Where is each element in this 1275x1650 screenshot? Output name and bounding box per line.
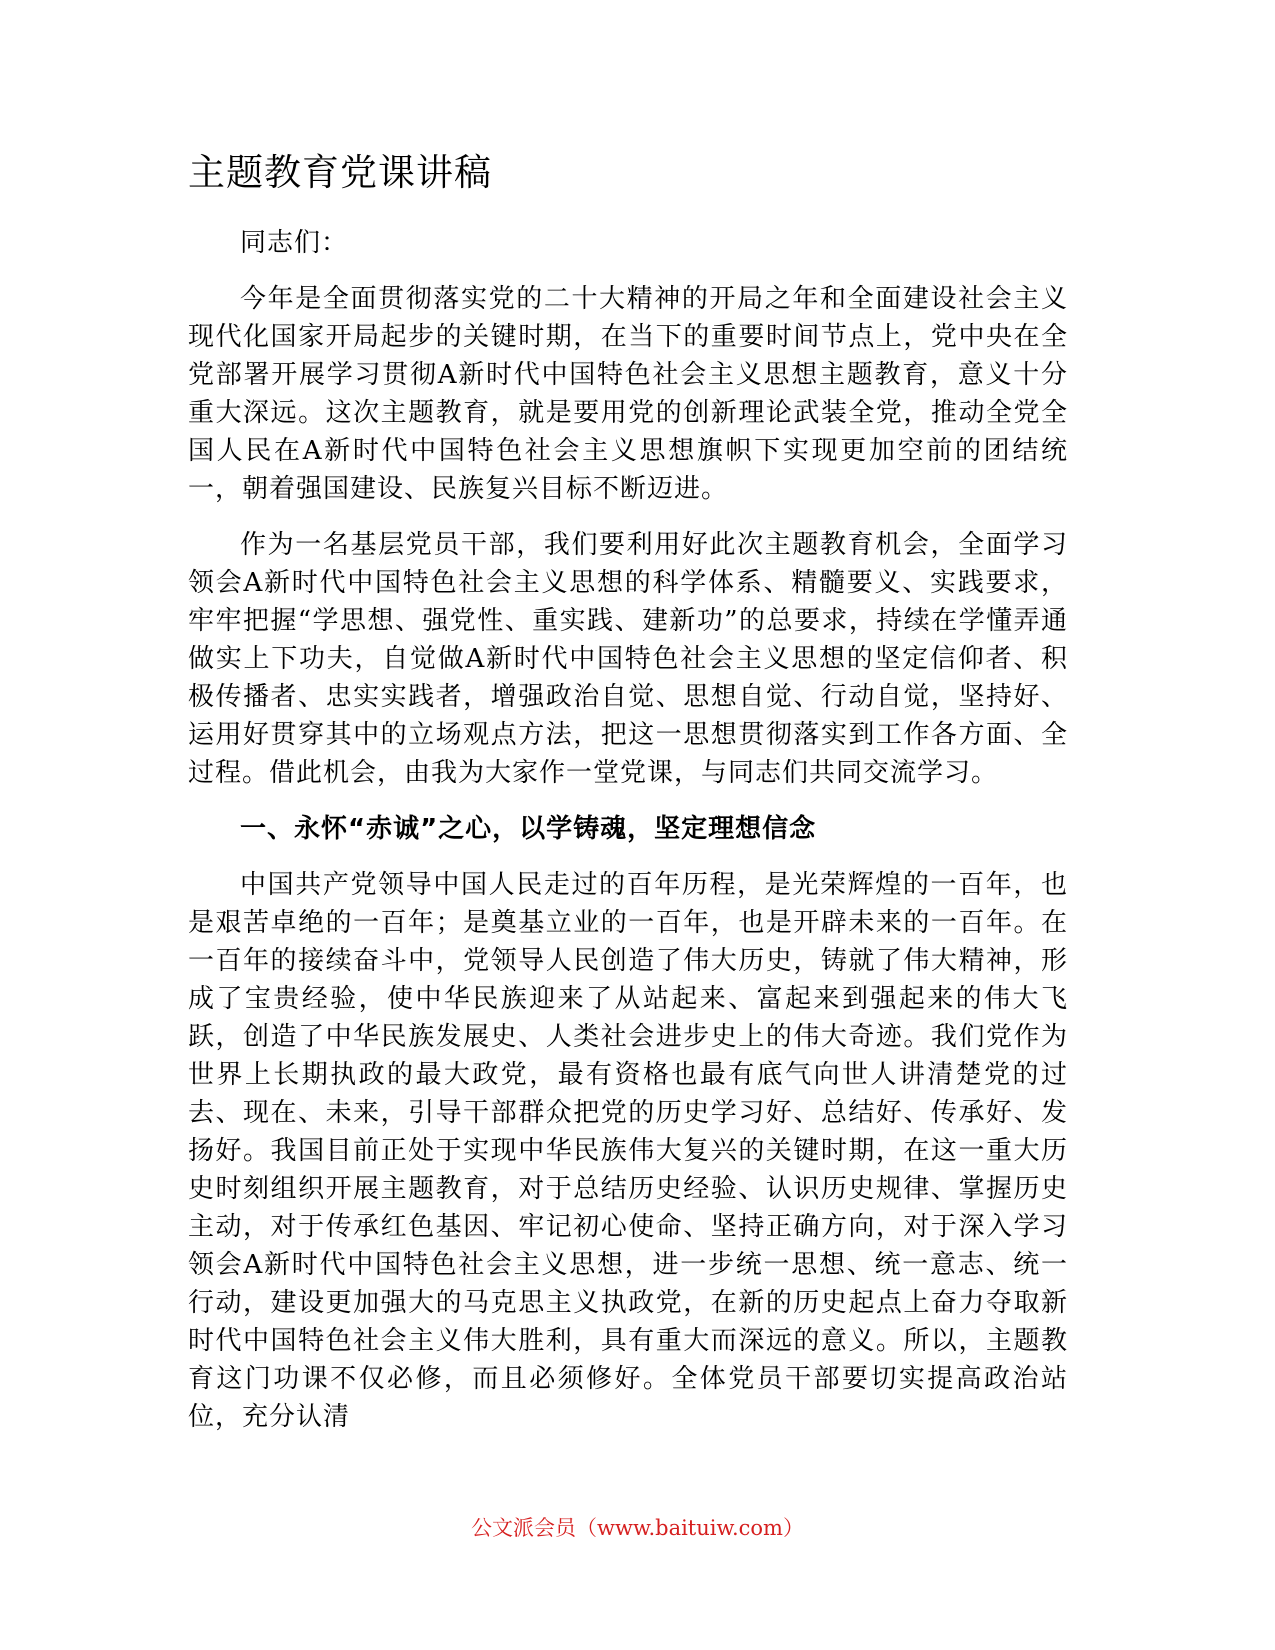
document-body — [188, 224, 1068, 1436]
body-paragraph: 今年是全面贯彻落实党的二十大精神的开局之年和全面建设社会主义现代化国家开局起步的关键时期，在当下的重要时间节点上，党中央在全党部署开展学习贯彻A新时代中国特色社会主义思想主题教育，意义十分重大深远。这次主题教育，就是要用党的创新理论武装全党，推动全党全国人民在A新时代中国特色社会主义思想旗帜下实现更加空前的团结统一，朝着强国建设、民族复兴目标不断迈进。 — [188, 284, 1068, 504]
section-heading: 一、永怀“赤诚”之心，以学铸魂，坚定理想信念 — [240, 814, 817, 844]
footer-watermark-text: 公文派会员（www.baituiw.com） — [471, 1516, 804, 1540]
document-title: 主题教育党课讲稿 — [188, 151, 492, 194]
body-paragraph: 作为一名基层党员干部，我们要利用好此次主题教育机会，全面学习领会A新时代中国特色社会主义思想的科学体系、精髓要义、实践要求，牢牢把握“学思想、强党性、重实践、建新功”的总要求，持续在学懂弄通做实上下功夫，自觉做A新时代中国特色社会主义思想的坚定信仰者、积极传播者、忠实实践者，增强政治自觉、思想自觉、行动自觉，坚持好、运用好贯穿其中的立场观点方法，把这一思想贯彻落实到工作各方面、全过程。借此机会，由我为大家作一堂党课，与同志们共同交流学习。 — [188, 530, 1068, 788]
section-paragraph: 中国共产党领导中国人民走过的百年历程，是光荣辉煌的一百年，也是艰苦卓绝的一百年；是奠基立业的一百年，也是开辟未来的一百年。在一百年的接续奋斗中，党领导人民创造了伟大历史，铸就了伟大精神，形成了宝贵经验，使中华民族迎来了从站起来、富起来到强起来的伟大飞跃，创造了中华民族发展史、人类社会进步史上的伟大奇迹。我们党作为世界上长期执政的最大政党，最有资格也最有底气向世人讲清楚党的过去、现在、未来，引导干部群众把党的历史学习好、总结好、传承好、发扬好。我国目前正处于实现中华民族伟大复兴的关键时期，在这一重大历史时刻组织开展主题教育，对于总结历史经验、认识历史规律、掌握历史主动，对于传承红色基因、牢记初心使命、坚持正确方向，对于深入学习领会A新时代中国特色社会主义思想，进一步统一思想、统一意志、统一行动，建设更加强大的马克思主义执政党，在新的历史起点上奋力夺取新时代中国特色社会主义伟大胜利，具有重大而深远的意义。所以，主题教育这门功课不仅必修，而且必须修好。全体党员干部要切实提高政治站位，充分认清 — [188, 870, 1068, 1432]
salutation: 同志们： — [240, 228, 349, 258]
